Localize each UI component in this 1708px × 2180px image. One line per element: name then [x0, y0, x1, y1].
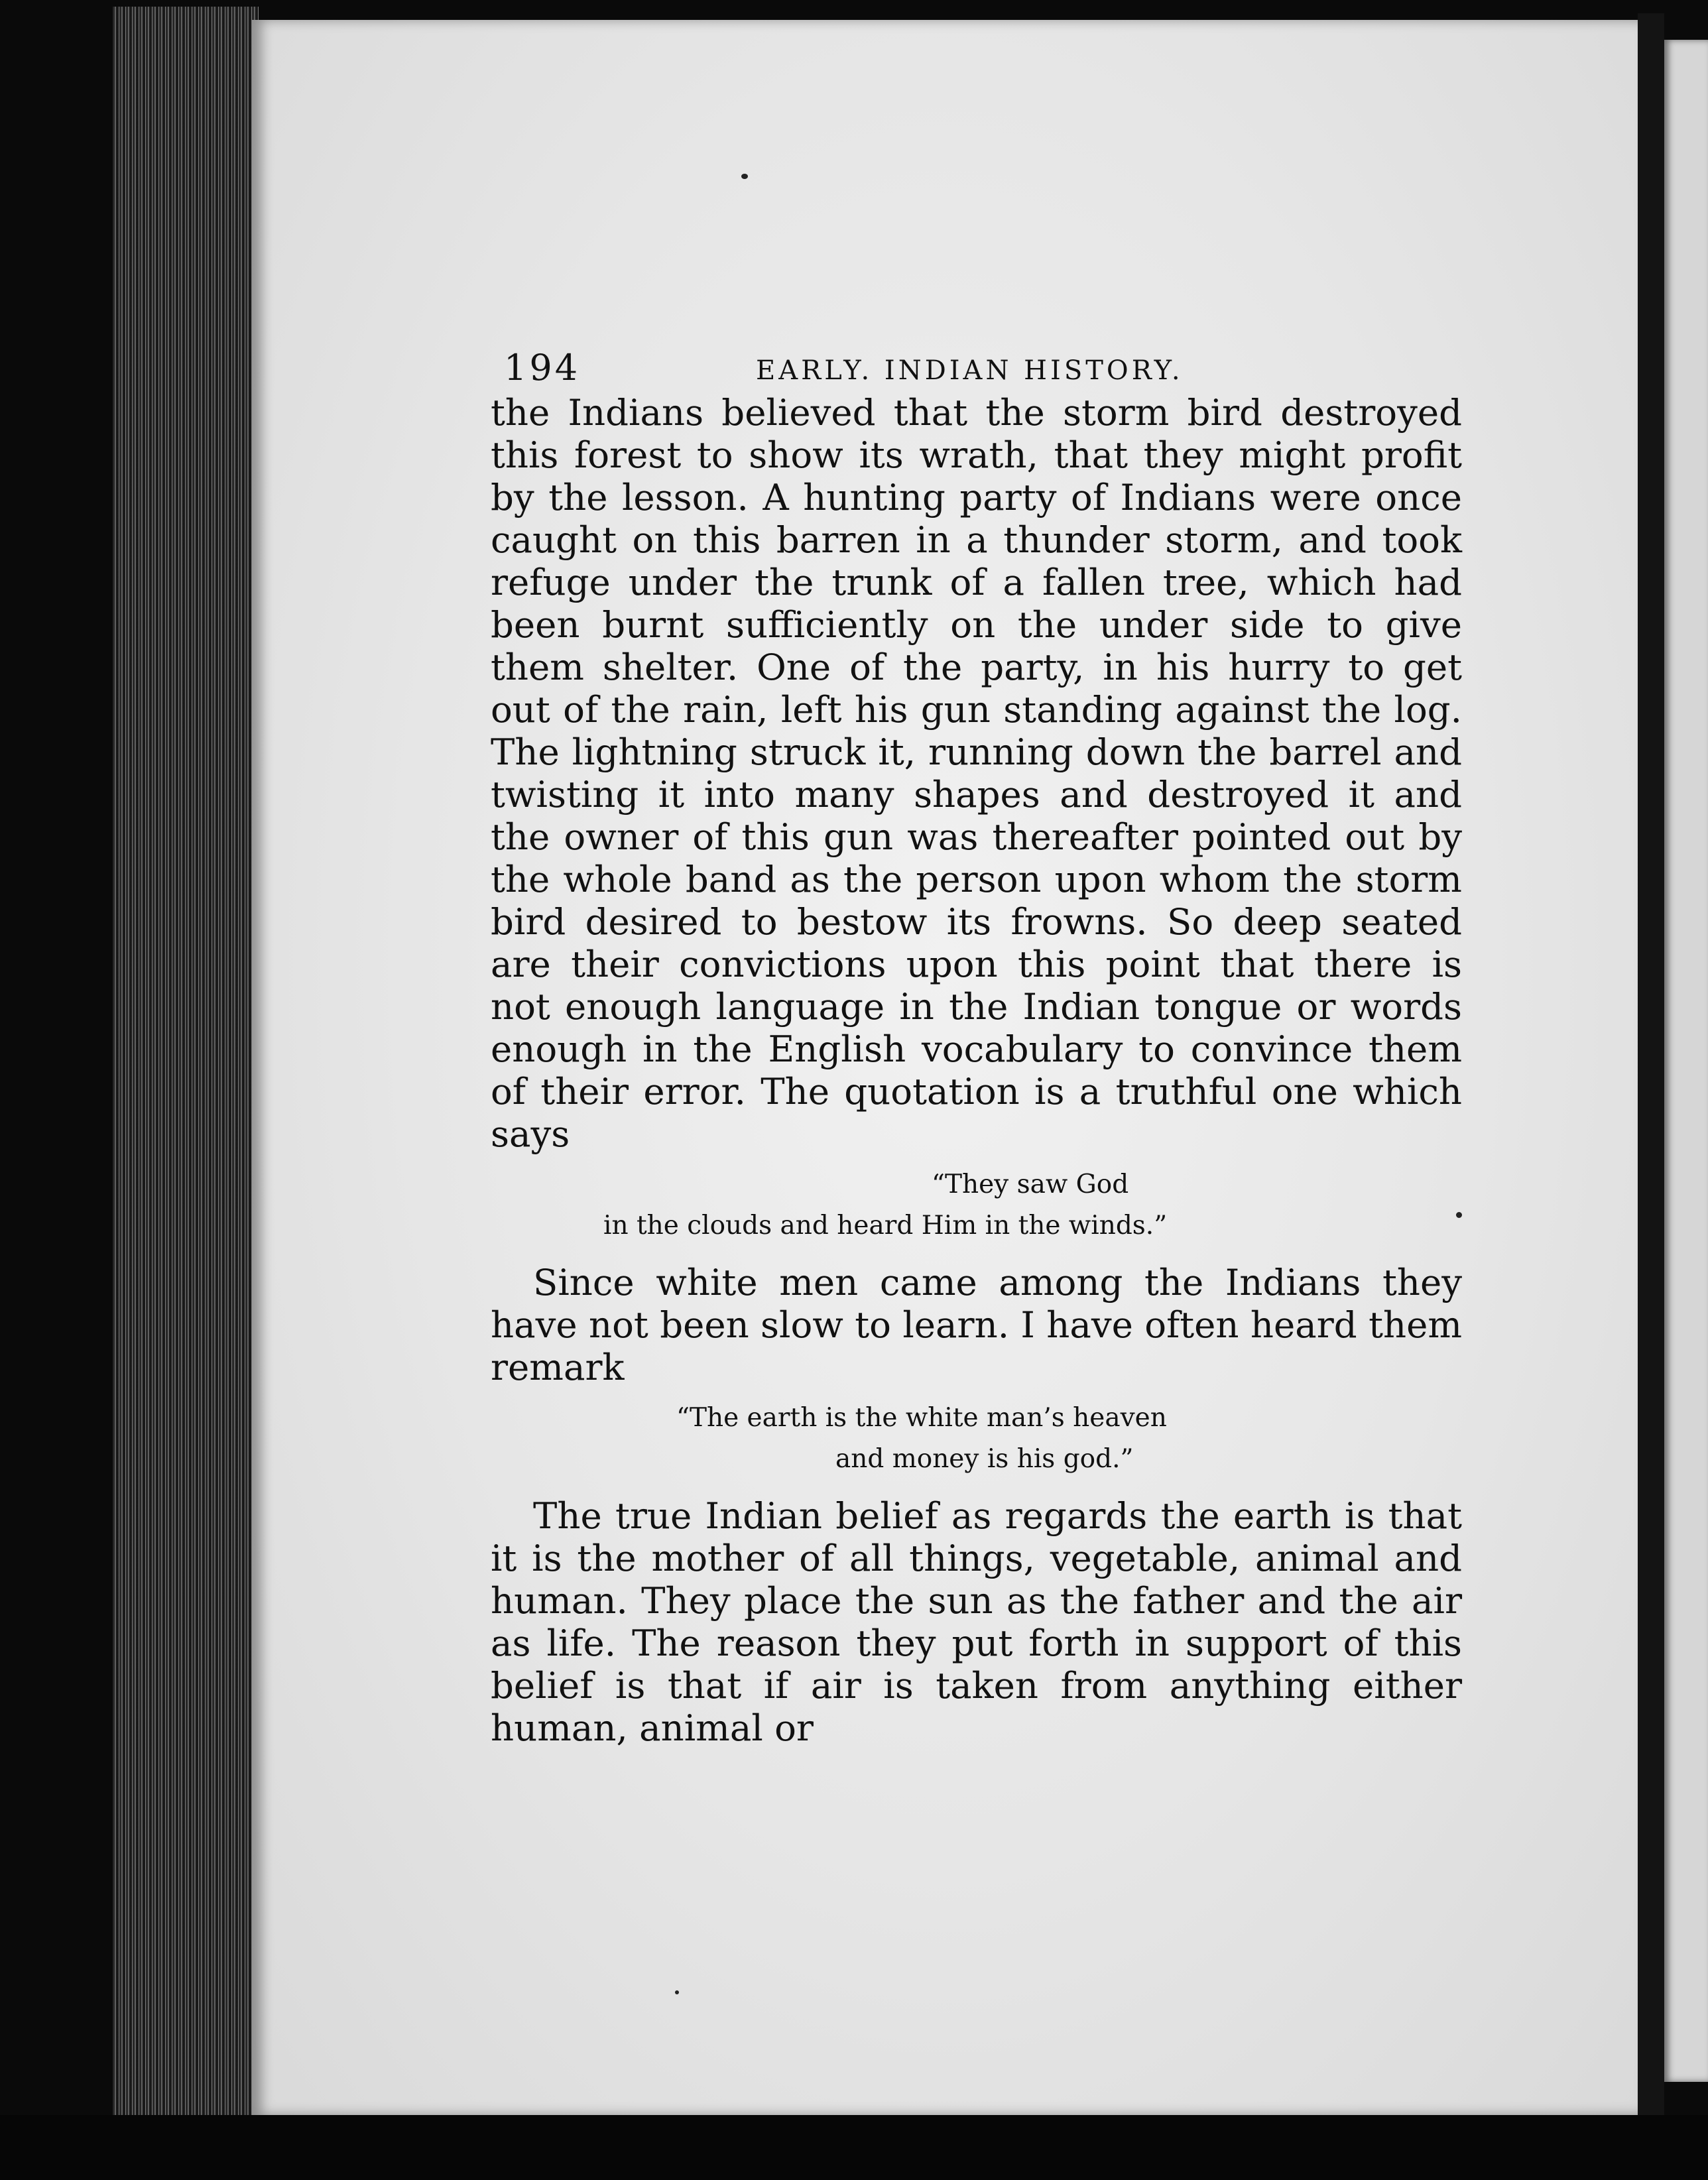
quote-line: and money is his god.”: [835, 1444, 1134, 1474]
gutter-shadow: [1638, 13, 1664, 2128]
quote-line: “The earth is the white man’s heaven: [676, 1403, 1167, 1433]
quote-line: “They saw God: [932, 1170, 1129, 1199]
quote-line: in the clouds and heard Him in the winds.”: [603, 1211, 1168, 1241]
block-quote: [491, 1398, 1462, 1480]
ink-speck: [741, 174, 748, 179]
ink-speck: [675, 1990, 679, 1994]
paragraph: the Indians believed that the storm bird destroyed this forest to show its wrath, that they might profit by the lesson. A hunting party of Indians were once caught on this barren in a thunder storm, and took refuge under the trunk of a fallen tree, which had been burnt sufficiently on the under side to give them shelter. One of the party, in his hurry to get out of the rain, left his gun standing against the log. The lightning struck it, running down the barrel and twisting it into many shapes and destroyed it and the owner of this gun was thereafter pointed out by the whole band as the person upon whom the storm bird desired to bestow its frowns. So deep seated are their convictions upon this point that there is not enough language in the Indian tongue or words enough in the English vocabulary to convince them of their error. The quotation is a truthful one which says: [491, 391, 1462, 1155]
running-head: [491, 345, 1462, 391]
running-title: EARLY. INDIAN HISTORY.: [756, 355, 1184, 386]
block-quote: [491, 1164, 1462, 1246]
page-number: 194: [504, 347, 581, 389]
page-edges: [113, 7, 259, 2115]
page-text: [491, 345, 1462, 1749]
paragraph: The true Indian belief as regards the earth is that it is the mother of all things, vegetable, animal and human. They place the sun as the father and the air as life. The reason they put forth in support of this belief is that if air is taken from anything either human, animal or: [491, 1494, 1462, 1749]
paragraph: Since white men came among the Indians they have not been slow to learn. I have often heard them remark: [491, 1261, 1462, 1388]
facing-page-edge: [1664, 40, 1708, 2082]
scan-border: [0, 2115, 1708, 2180]
